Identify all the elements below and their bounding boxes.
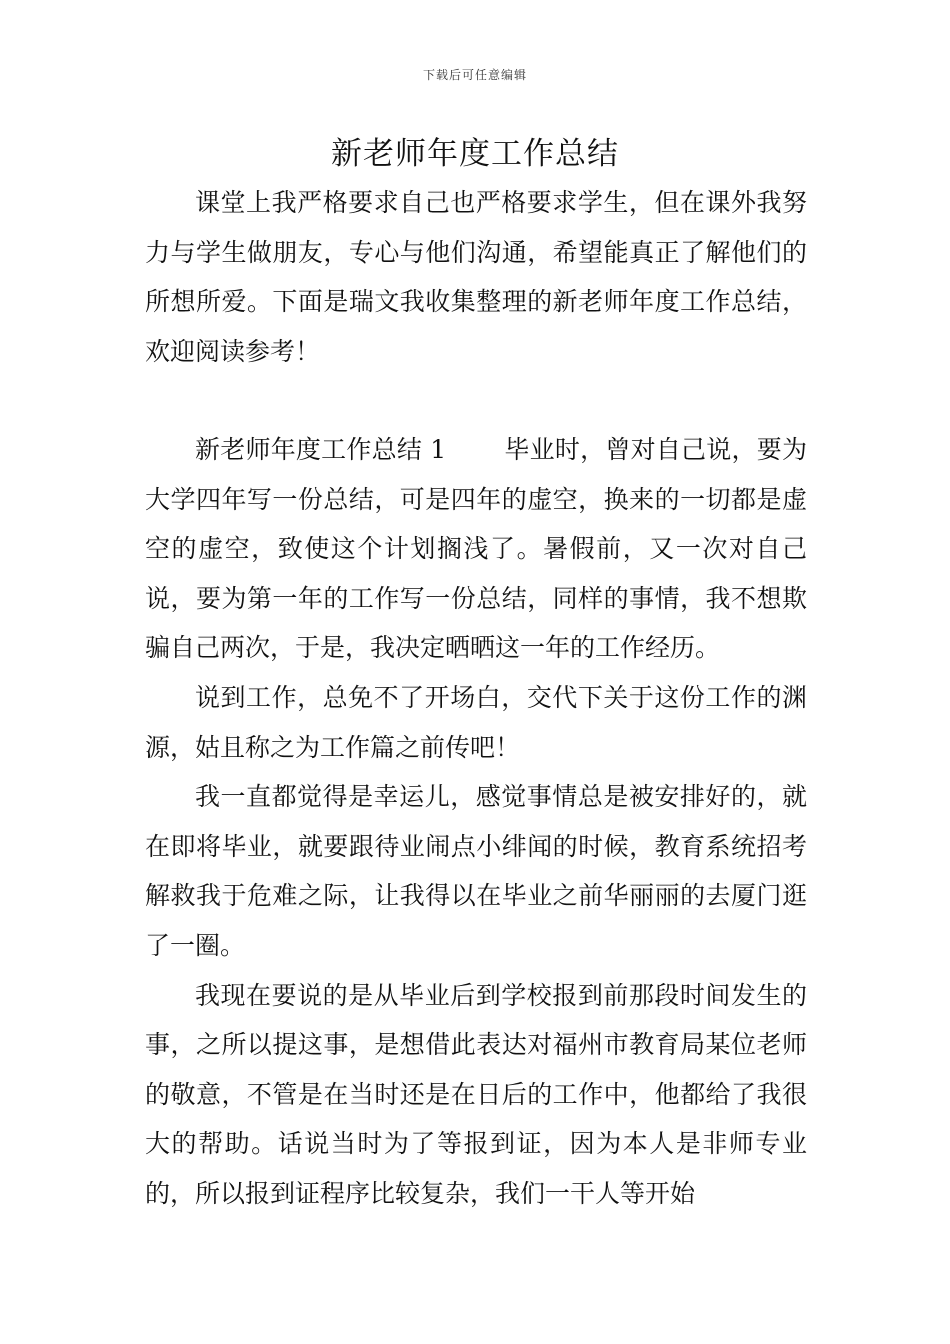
paragraph-3: 我一直都觉得是幸运儿，感觉事情总是被安排好的，就在即将毕业，就要跟待业闹点小绯闻的时候，教育系统招考解救我于危难之际，让我得以在毕业之前华丽丽的去厦门逛了一圈。 [145,782,807,960]
paragraph-2: 说到工作，总免不了开场白，交代下关于这份工作的渊源，姑且称之为工作篇之前传吧！ [145,682,807,762]
paragraph-1-text: 毕业时，曾对自己说，要为大学四年写一份总结，可是四年的虚空，换来的一切都是虚空的虚空，致使这个计划搁浅了。暑假前，又一次对自己说，要为第一年的工作写一份总结，同样的事情，我不想欺骗自己两次，于是，我决定晒晒这一年的工作经历。 [145,435,807,663]
paragraph-1 [145,425,807,673]
paragraph-4: 我现在要说的是从毕业后到学校报到前那段时间发生的事，之所以提这事，是想借此表达对福州市教育局某位老师的敬意，不管是在当时还是在日后的工作中，他都给了我很大的帮助。话说当时为了等报到证，因为本人是非师专业的，所以报到证程序比较复杂，我们一干人等开始 [145,980,807,1208]
main-section [145,425,807,1219]
document-title: 新老师年度工作总结 [331,136,619,172]
intro-paragraph: 课堂上我严格要求自己也严格要求学生，但在课外我努力与学生做朋友，专心与他们沟通，希望能真正了解他们的所想所爱。下面是瑞文我收集整理的新老师年度工作总结，欢迎阅读参考！ [145,188,807,366]
intro-section [145,178,807,376]
header-note: 下载后可任意编辑 [422,68,527,82]
section-heading: 新老师年度工作总结 1 [195,435,447,464]
